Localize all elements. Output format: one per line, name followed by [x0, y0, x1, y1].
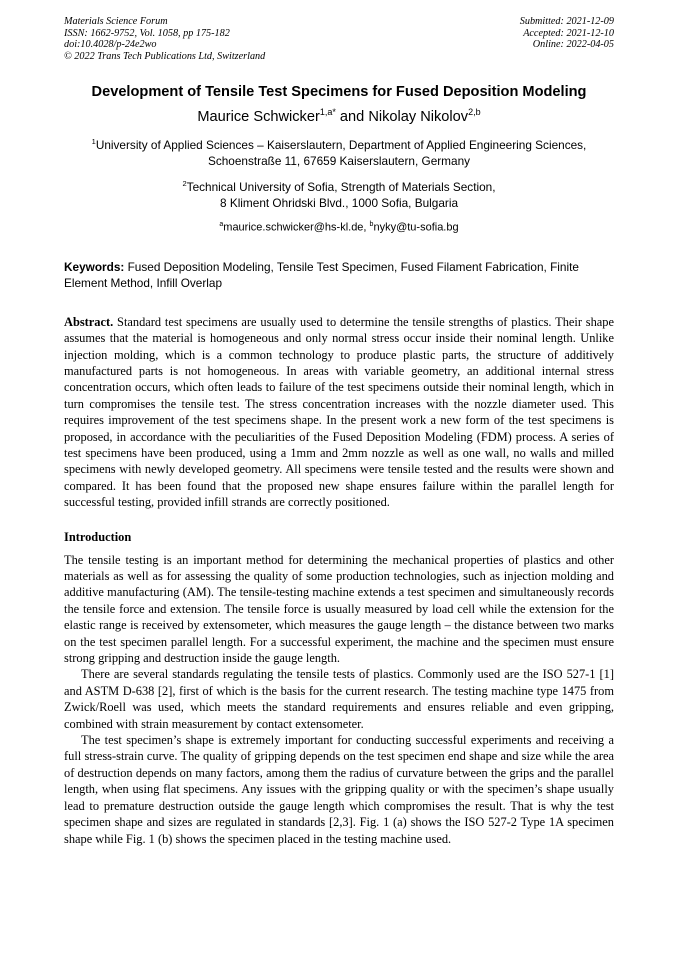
abstract-text: Standard test specimens are usually used to determine the tensile strengths of plastics. Their shape assumes that the material is homogeneous and only normal stress occur inside their nominal length. Unlike injection molding, which is a common technology to produce plastic parts, the structure of additively manufactured parts is not homogeneous. In areas with variable geometry, an additional internal stress concentration occurs, which often leads to failure of the test specimens outside their nominal length, which in turn compromises the tensile test. The stress concentration increases with the nozzle diameter used. This requires improvement of the test specimens shape. In the present work a new form of the test specimens is proposed, in accordance with the peculiarities of the Fused Deposition Modeling (FDM) process. A series of test specimens have been produced, using a 1mm and 2mm nozzle as well as one wall, no walls and milled specimens with newly developed geometry. All specimens were tensile tested and the results were shown and compared. It has been found that the proposed new shape ensures failure within the parallel length for successful testing, provided infill strands are correctly positioned.: [64, 314, 614, 510]
affiliation-1-line-1: University of Applied Sciences – Kaiserslautern, Department of Applied Engineering Sciences,: [95, 138, 587, 153]
running-header: [64, 16, 614, 62]
affiliation-1-line-2: Schoenstraße 11, 67659 Kaiserslautern, Germany: [207, 154, 471, 169]
abstract-label: Abstract.: [64, 314, 114, 329]
issn: ISSN: 1662-9752, Vol. 1058, pp 175-182: [64, 27, 230, 39]
keywords-text: Fused Deposition Modeling, Tensile Test Specimen, Fused Filament Fabrication, Finite Element Method, Infill Overlap: [64, 259, 579, 290]
email-a[interactable]: maurice.schwicker@hs-kl.de,: [223, 221, 370, 234]
abstract: [64, 314, 614, 511]
keywords-label: Keywords:: [64, 259, 125, 274]
author-line: [64, 103, 614, 126]
author-joiner: and: [335, 109, 369, 126]
email-a-mark: a: [219, 221, 224, 229]
journal-name: Materials Science Forum: [64, 16, 168, 27]
affiliation-1-mark: 1: [91, 137, 96, 147]
author-emails: [64, 217, 614, 236]
affiliation-2-line-1: Technical University of Sofia, Strength of Materials Section,: [186, 180, 496, 195]
affiliation-2: [64, 176, 614, 211]
affiliation-2-mark: 2: [182, 179, 187, 189]
submitted-date: Submitted: 2021-12-09: [519, 16, 614, 27]
email-b-mark: b: [369, 221, 374, 229]
dates-info: [520, 16, 614, 62]
keywords: [64, 259, 614, 291]
author-1: Maurice Schwicker: [197, 109, 320, 126]
doi: doi:10.4028/p-24e2wo: [64, 39, 157, 51]
section-heading-introduction: Introduction: [64, 529, 132, 544]
accepted-date: Accepted: 2021-12-10: [523, 27, 614, 39]
author-2-affil: 2,b: [468, 107, 481, 118]
introduction-paragraph-3: The test specimen’s shape is extremely important for conducting successful experiments and receiving a full stress-strain curve. The quality of gripping depends on the test specimen end shape and size while the area of destruction depends on many factors, among them the radius of curvature between the grips and the parallel length, when using flat specimens. Any issues with the gripping quality or with the specimen’s shape usually lead to premature destruction outside the gauge length which compromises the result. That is why the test specimen shape and sizes are regulated in standards [2,3]. Fig. 1 (a) shows the ISO 527-2 Type 1A specimen shape while Fig. 1 (b) shows the specimen placed in the testing machine used.: [64, 733, 614, 846]
email-b[interactable]: nyky@tu-sofia.bg: [373, 221, 459, 234]
introduction-paragraph-1: The tensile testing is an important method for determining the mechanical properties of plastics and other materials as well as for assessing the quality of some production technologies, such as injection molding and additive manufacturing (AM). The tensile-testing machine extends a test specimen and simultaneously records the tensile force and extension. The tensile force is usually measured by load cell while the extension for the elastic range is received by extensometer, which measures the gauge length – the distance between two marks on the test specimen parallel length. For a successful experiment, the machine and the specimen must ensure strong gripping and destruction inside the gauge length.: [64, 552, 614, 666]
copyright: © 2022 Trans Tech Publications Ltd, Switzerland: [64, 50, 266, 62]
paper-page: [64, 16, 614, 847]
online-date: Online: 2022-04-05: [532, 39, 614, 51]
author-1-affil: 1,a*: [319, 107, 336, 118]
publication-info: [64, 16, 265, 62]
introduction-paragraph-2: There are several standards regulating the tensile tests of plastics. Commonly used are the ISO 527-1 [1] and ASTM D-638 [2], first of which is the basis for the current research. The testing machine type 1475 from Zwick/Roell was used, which meets the standard requirements and ensures reliable and even gripping, combined with strain measurement by contact extensometer.: [64, 667, 614, 731]
affiliation-2-line-2: 8 Kliment Ohridski Blvd., 1000 Sofia, Bulgaria: [219, 196, 459, 211]
affiliation-1: [64, 134, 614, 169]
author-2: Nikolay Nikolov: [368, 109, 469, 126]
paper-title: Development of Tensile Test Specimens for Fused Deposition Modeling: [91, 84, 587, 101]
